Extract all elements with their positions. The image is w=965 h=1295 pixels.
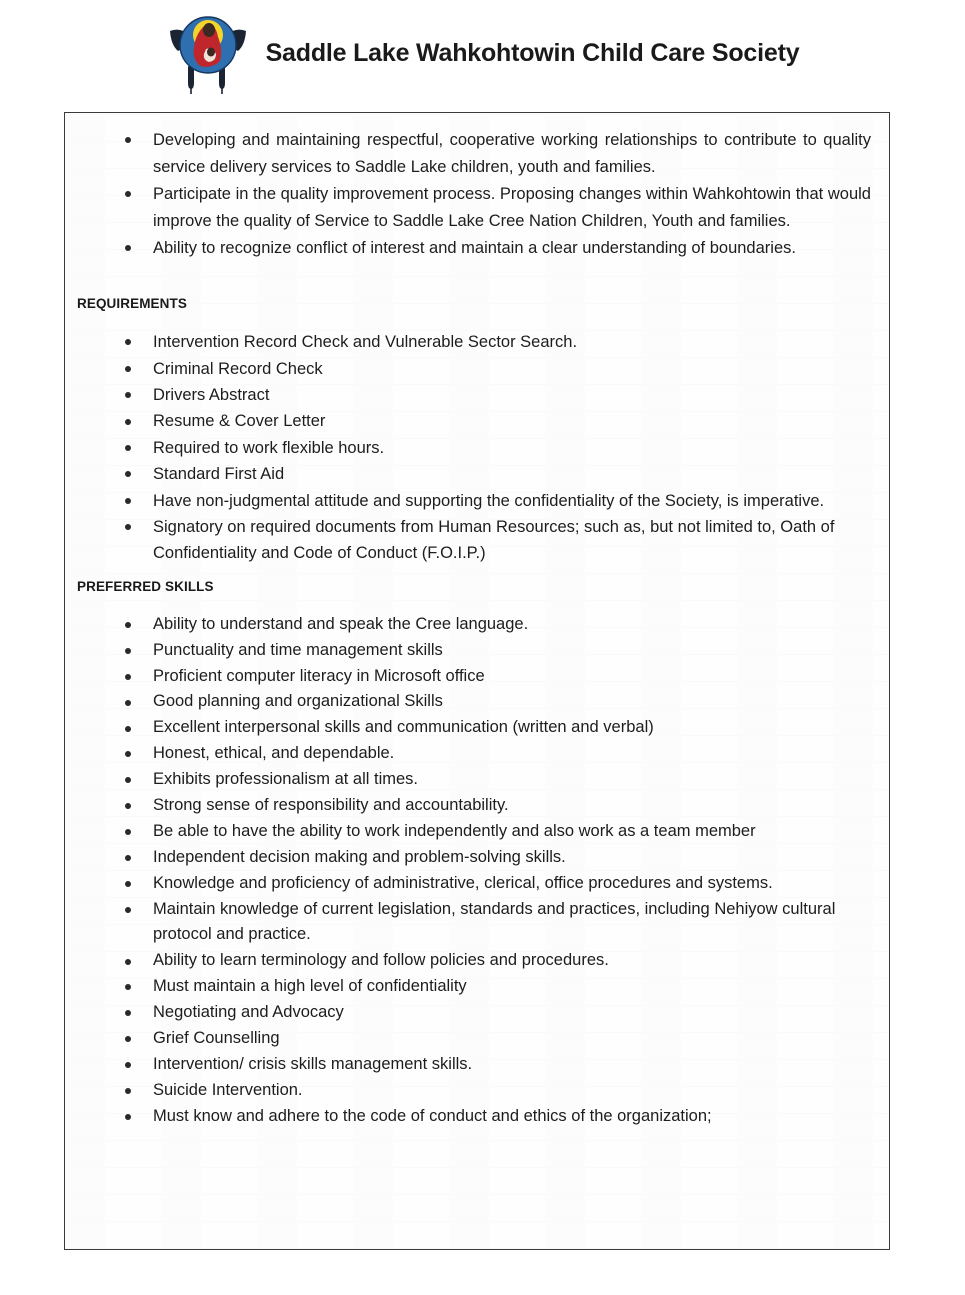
requirements-heading: REQUIREMENTS bbox=[77, 296, 187, 312]
document-frame bbox=[64, 112, 890, 1250]
list-item: Excellent interpersonal skills and communication (written and verbal) bbox=[75, 715, 871, 741]
list-item: Criminal Record Check bbox=[75, 356, 871, 382]
section-gap bbox=[75, 567, 871, 579]
preferred-skills-list bbox=[75, 612, 871, 1130]
list-item: Ability to recognize conflict of interest and maintain a clear understanding of boundaries. bbox=[75, 235, 871, 262]
list-item: Resume & Cover Letter bbox=[75, 408, 871, 434]
list-item: Knowledge and proficiency of administrative, clerical, office procedures and systems. bbox=[75, 871, 871, 897]
list-item: Participate in the quality improvement process. Proposing changes within Wahkohtowin that would improve the quality of Service to Saddle Lake Cree Nation Children, Youth and families. bbox=[75, 181, 871, 235]
heading-gap bbox=[75, 600, 871, 612]
list-item: Ability to understand and speak the Cree language. bbox=[75, 612, 871, 638]
document-header bbox=[0, 0, 965, 112]
list-item: Suicide Intervention. bbox=[75, 1078, 871, 1104]
list-item: Be able to have the ability to work independently and also work as a team member bbox=[75, 819, 871, 845]
list-item: Must know and adhere to the code of conduct and ethics of the organization; bbox=[75, 1104, 871, 1130]
dreamcatcher-mother-child-logo-icon bbox=[166, 9, 250, 97]
list-item: Strong sense of responsibility and accountability. bbox=[75, 793, 871, 819]
list-item: Developing and maintaining respectful, cooperative working relationships to contribute to quality service delivery services to Saddle Lake children, youth and families. bbox=[75, 127, 871, 181]
list-item: Signatory on required documents from Human Resources; such as, but not limited to, Oath of Confidentiality and Code of Conduct (F.O.I.P.) bbox=[75, 514, 871, 567]
list-item: Must maintain a high level of confidentiality bbox=[75, 974, 871, 1000]
list-item: Negotiating and Advocacy bbox=[75, 1000, 871, 1026]
list-item: Good planning and organizational Skills bbox=[75, 689, 871, 715]
list-item: Have non-judgmental attitude and supporting the confidentiality of the Society, is imperative. bbox=[75, 488, 871, 514]
section-gap bbox=[75, 262, 871, 296]
list-item: Punctuality and time management skills bbox=[75, 638, 871, 664]
list-item: Intervention/ crisis skills management skills. bbox=[75, 1052, 871, 1078]
page-title: Saddle Lake Wahkohtowin Child Care Society bbox=[265, 38, 800, 67]
list-item: Ability to learn terminology and follow policies and procedures. bbox=[75, 948, 871, 974]
list-item: Required to work flexible hours. bbox=[75, 435, 871, 461]
requirements-list bbox=[75, 329, 871, 567]
intro-duties-list bbox=[75, 127, 871, 262]
list-item: Honest, ethical, and dependable. bbox=[75, 741, 871, 767]
list-item: Proficient computer literacy in Microsoft office bbox=[75, 664, 871, 690]
list-item: Exhibits professionalism at all times. bbox=[75, 767, 871, 793]
list-item: Standard First Aid bbox=[75, 461, 871, 487]
list-item: Maintain knowledge of current legislation, standards and practices, including Nehiyow cultural protocol and practice. bbox=[75, 897, 871, 949]
list-item: Intervention Record Check and Vulnerable Sector Search. bbox=[75, 329, 871, 355]
preferred-skills-heading: PREFERRED SKILLS bbox=[77, 578, 214, 594]
list-item: Independent decision making and problem-solving skills. bbox=[75, 845, 871, 871]
heading-gap bbox=[75, 317, 871, 329]
list-item: Drivers Abstract bbox=[75, 382, 871, 408]
list-item: Grief Counselling bbox=[75, 1026, 871, 1052]
